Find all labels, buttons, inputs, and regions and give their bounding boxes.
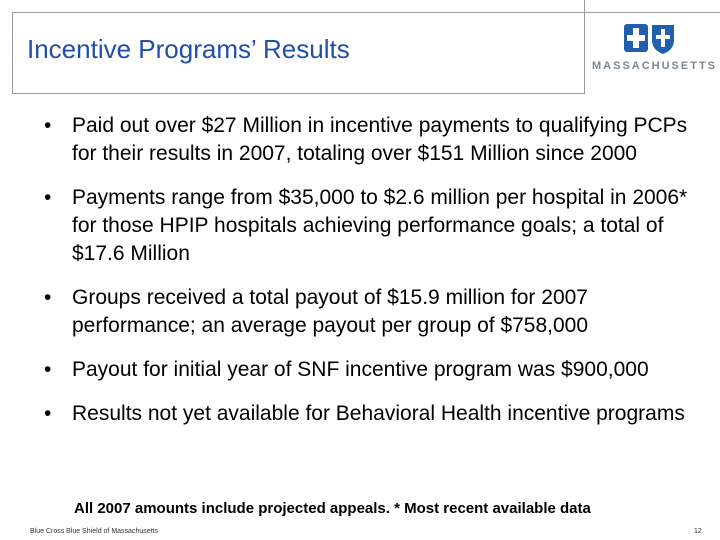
bullet-text: Results not yet available for Behavioral Health incentive programs: [72, 402, 685, 425]
bullet-text: Groups received a total payout of $15.9 million for 2007 performance; an average payout per group of $758,000: [72, 286, 589, 337]
bullet-item: [30, 356, 690, 384]
footer-company: Blue Cross Blue Shield of Massachusetts: [30, 528, 159, 535]
page-number: 12: [694, 528, 702, 535]
slide-title: Incentive Programs’ Results: [27, 34, 350, 64]
header-top-rule: [12, 12, 720, 13]
bullet-dot: •: [44, 358, 52, 381]
bullet-dot: •: [44, 186, 52, 209]
bullet-dot: •: [44, 286, 52, 309]
bullet-text: Paid out over $27 Million in incentive payments to qualifying PCPs for their results in 2007, totaling over $151 Million since 2000: [72, 114, 688, 165]
bullet-item: [30, 184, 690, 268]
logo-state-text: MASSACHUSETTS: [592, 60, 718, 72]
logo-marks: [622, 22, 676, 56]
bullet-text: Payments range from $35,000 to $2.6 million per hospital in 2006* for those HPIP hospitals achieving performance goals; a total of $17.6 Million: [72, 186, 688, 265]
bullet-item: [30, 400, 690, 428]
bullet-dot: •: [44, 402, 52, 425]
bullet-text: Payout for initial year of SNF incentive program was $900,000: [72, 358, 649, 381]
bullet-item: [30, 112, 690, 168]
header-bottom-rule: [12, 93, 584, 94]
bullet-item: [30, 284, 690, 340]
blue-shield-icon: [652, 25, 674, 54]
footnote: All 2007 amounts include projected appeals. * Most recent available data: [74, 500, 591, 517]
logo-divider: [584, 0, 585, 94]
bcbs-logo: [592, 22, 718, 82]
blue-cross-icon: [624, 24, 648, 52]
header-left-rule: [12, 12, 13, 94]
bullet-dot: •: [44, 114, 52, 137]
bullet-list: [30, 112, 690, 444]
